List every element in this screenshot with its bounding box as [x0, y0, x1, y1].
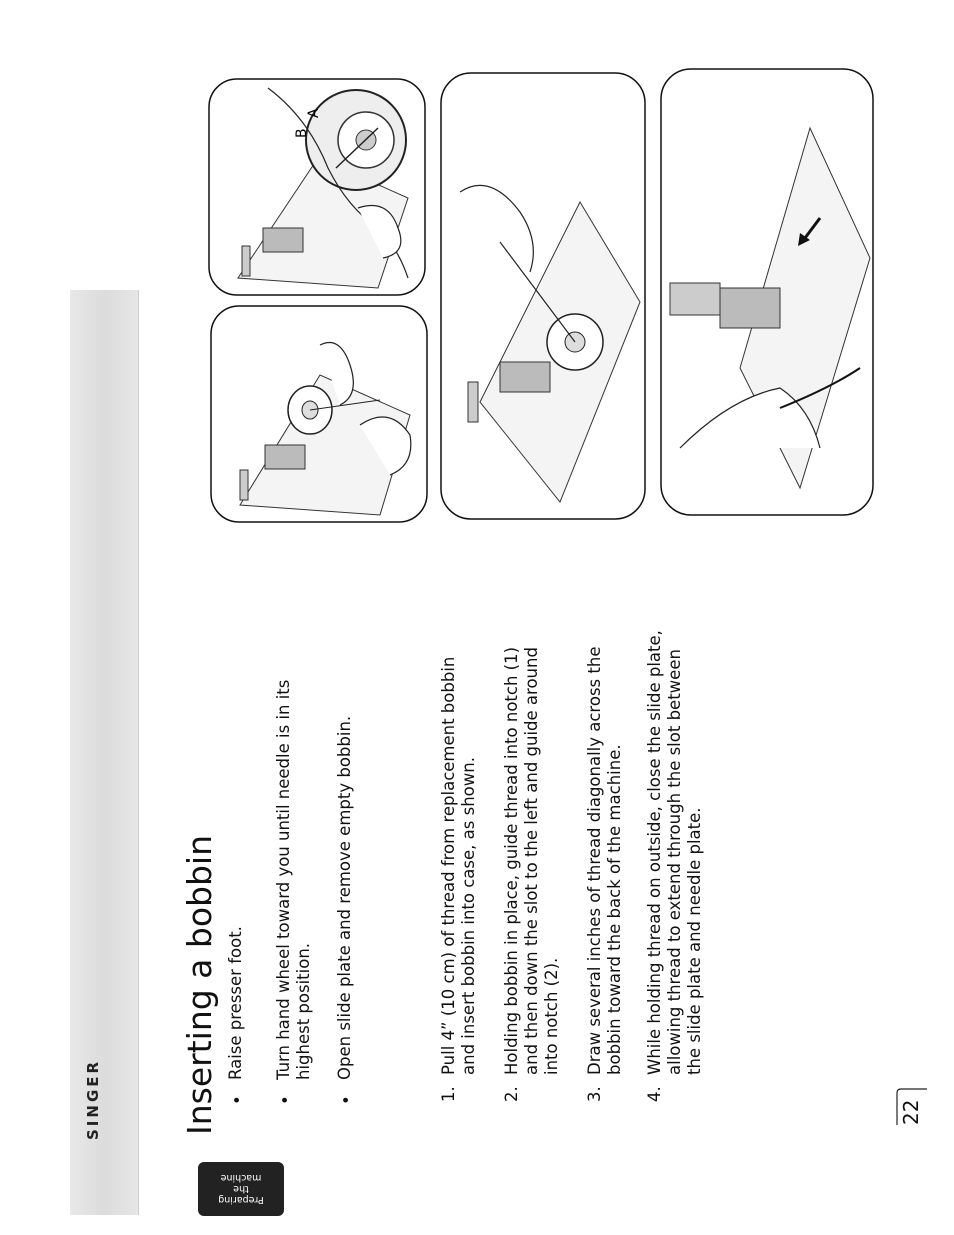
bullet-marker: • [337, 1095, 356, 1105]
illustration-close-slide-plate [660, 68, 874, 516]
section-tab-line3: machine [220, 1172, 262, 1184]
bullet-marker: • [228, 1095, 247, 1105]
step-3-number: 3. [585, 1086, 604, 1102]
step-3-line1: Draw several inches of thread diagonally across the [585, 646, 604, 1075]
bullet-2-line1: Turn hand wheel toward you until needle is in its [274, 679, 293, 1080]
step-2-line1: Holding bobbin in place, guide thread into notch (1) [502, 646, 521, 1075]
step-1-line2: and insert bobbin into case, as shown. [459, 757, 478, 1075]
step-4-number: 4. [645, 1086, 664, 1102]
brand-logo: SINGER [84, 1058, 102, 1140]
bullet-1-text: Raise presser foot. [226, 926, 245, 1080]
step-1-number: 1. [439, 1086, 458, 1102]
page-title: Inserting a bobbin [180, 835, 219, 1135]
bullet-3-text: Open slide plate and remove empty bobbin. [335, 715, 354, 1080]
label-b: B [294, 128, 310, 138]
illustration-guide-thread [440, 72, 646, 520]
step-2-number: 2. [502, 1086, 521, 1102]
label-a: A [306, 108, 322, 118]
step-4-line1: While holding thread on outside, close the slide plate, [645, 630, 664, 1075]
step-2-line2: and then down the slot to the left and guide around [522, 647, 541, 1075]
header-band [70, 290, 139, 1215]
step-1-line1: Pull 4” (10 cm) of thread from replacement bobbin [439, 656, 458, 1075]
step-2-line3: into notch (2). [542, 957, 561, 1075]
step-4-line2: allowing thread to extend through the slot between [665, 649, 684, 1075]
step-4-line3: the slide plate and needle plate. [685, 807, 704, 1075]
section-tab-line2: the [233, 1183, 249, 1195]
section-tab[interactable] [198, 1162, 284, 1216]
page-number-badge [893, 1085, 931, 1129]
section-tab-line1: Preparing [218, 1194, 264, 1206]
bullet-marker: • [276, 1095, 295, 1105]
step-3-line2: bobbin toward the back of the machine. [605, 744, 624, 1075]
illustration-insert-bobbin [210, 305, 428, 523]
bullet-2-line2: highest position. [294, 942, 313, 1080]
page-number: 22 [899, 1099, 923, 1125]
illustration-bobbin-case-open [208, 78, 426, 296]
